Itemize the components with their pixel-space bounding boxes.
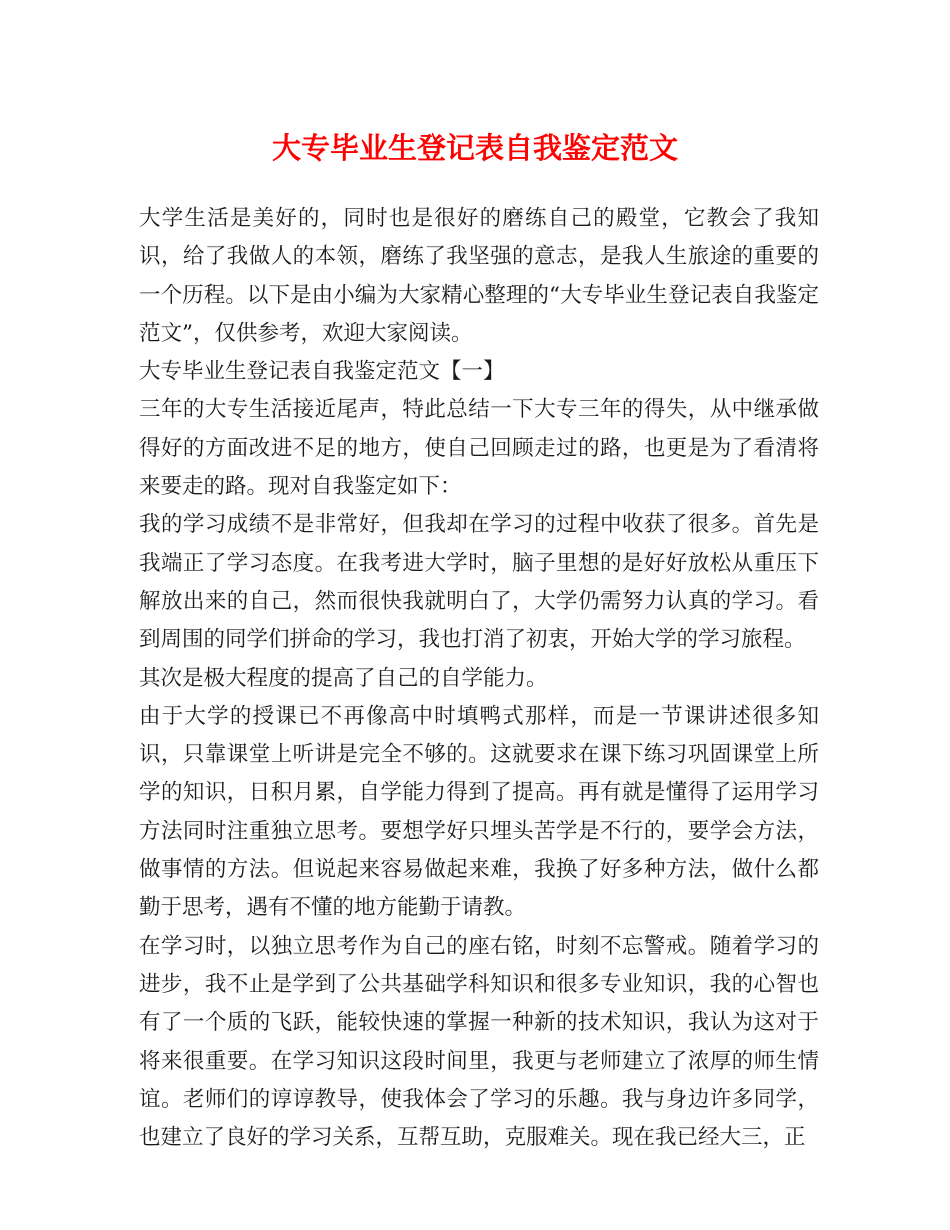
paragraph-independent-thinking: 在学习时，以独立思考作为自己的座右铭，时刻不忘警戒。随着学习的进步，我不止是学到了公共基础学科知识和很多专业知识，我的心智也有了一个质的飞跃，能较快速的掌握一种新的技术知识，我认为这对于将来很重要。在学习知识这段时间里，我更与老师建立了浓厚的师生情谊。老师们的谆谆教导，使我体会了学习的乐趣。我与身边许多同学，也建立了良好的学习关系，互帮互助，克服难关。现在我已经大三，正 — [139, 933, 819, 1151]
section-heading-one: 大专毕业生登记表自我鉴定范文【一】 — [139, 359, 505, 385]
paragraph-summary: 三年的大专生活接近尾声，特此总结一下大专三年的得失，从中继承做得好的方面改进不足的地方，使自己回顾走过的路，也更是为了看清将来要走的路。现对自我鉴定如下： — [139, 397, 819, 500]
document-title: 大专毕业生登记表自我鉴定范文 — [271, 131, 678, 165]
paragraph-study-methods: 由于大学的授课已不再像高中时填鸭式那样，而是一节课讲述很多知识，只靠课堂上听讲是完全不够的。这就要求在课下练习巩固课堂上所学的知识，日积月累，自学能力得到了提高。再有就是懂得了运用学习方法同时注重独立思考。要想学好只埋头苦学是不行的，要学会方法，做事情的方法。但说起来容易做起来难，我换了好多种方法，做什么都勤于思考，遇有不懂的地方能勤于请教。 — [139, 703, 819, 921]
document-body — [139, 200, 819, 1157]
paragraph-intro: 大学生活是美好的，同时也是很好的磨练自己的殿堂，它教会了我知识，给了我做人的本领，磨练了我坚强的意志，是我人生旅途的重要的一个历程。以下是由小编为大家精心整理的“大专毕业生登记表自我鉴定范文”，仅供参考，欢迎大家阅读。 — [139, 206, 819, 346]
paragraph-study-attitude: 我的学习成绩不是非常好，但我却在学习的过程中收获了很多。首先是我端正了学习态度。在我考进大学时，脑子里想的是好好放松从重压下解放出来的自己，然而很快我就明白了，大学仍需努力认真的学习。看到周围的同学们拼命的学习，我也打消了初衷，开始大学的学习旅程。 — [139, 512, 819, 653]
paragraph-self-study: 其次是极大程度的提高了自己的自学能力。 — [139, 665, 548, 691]
